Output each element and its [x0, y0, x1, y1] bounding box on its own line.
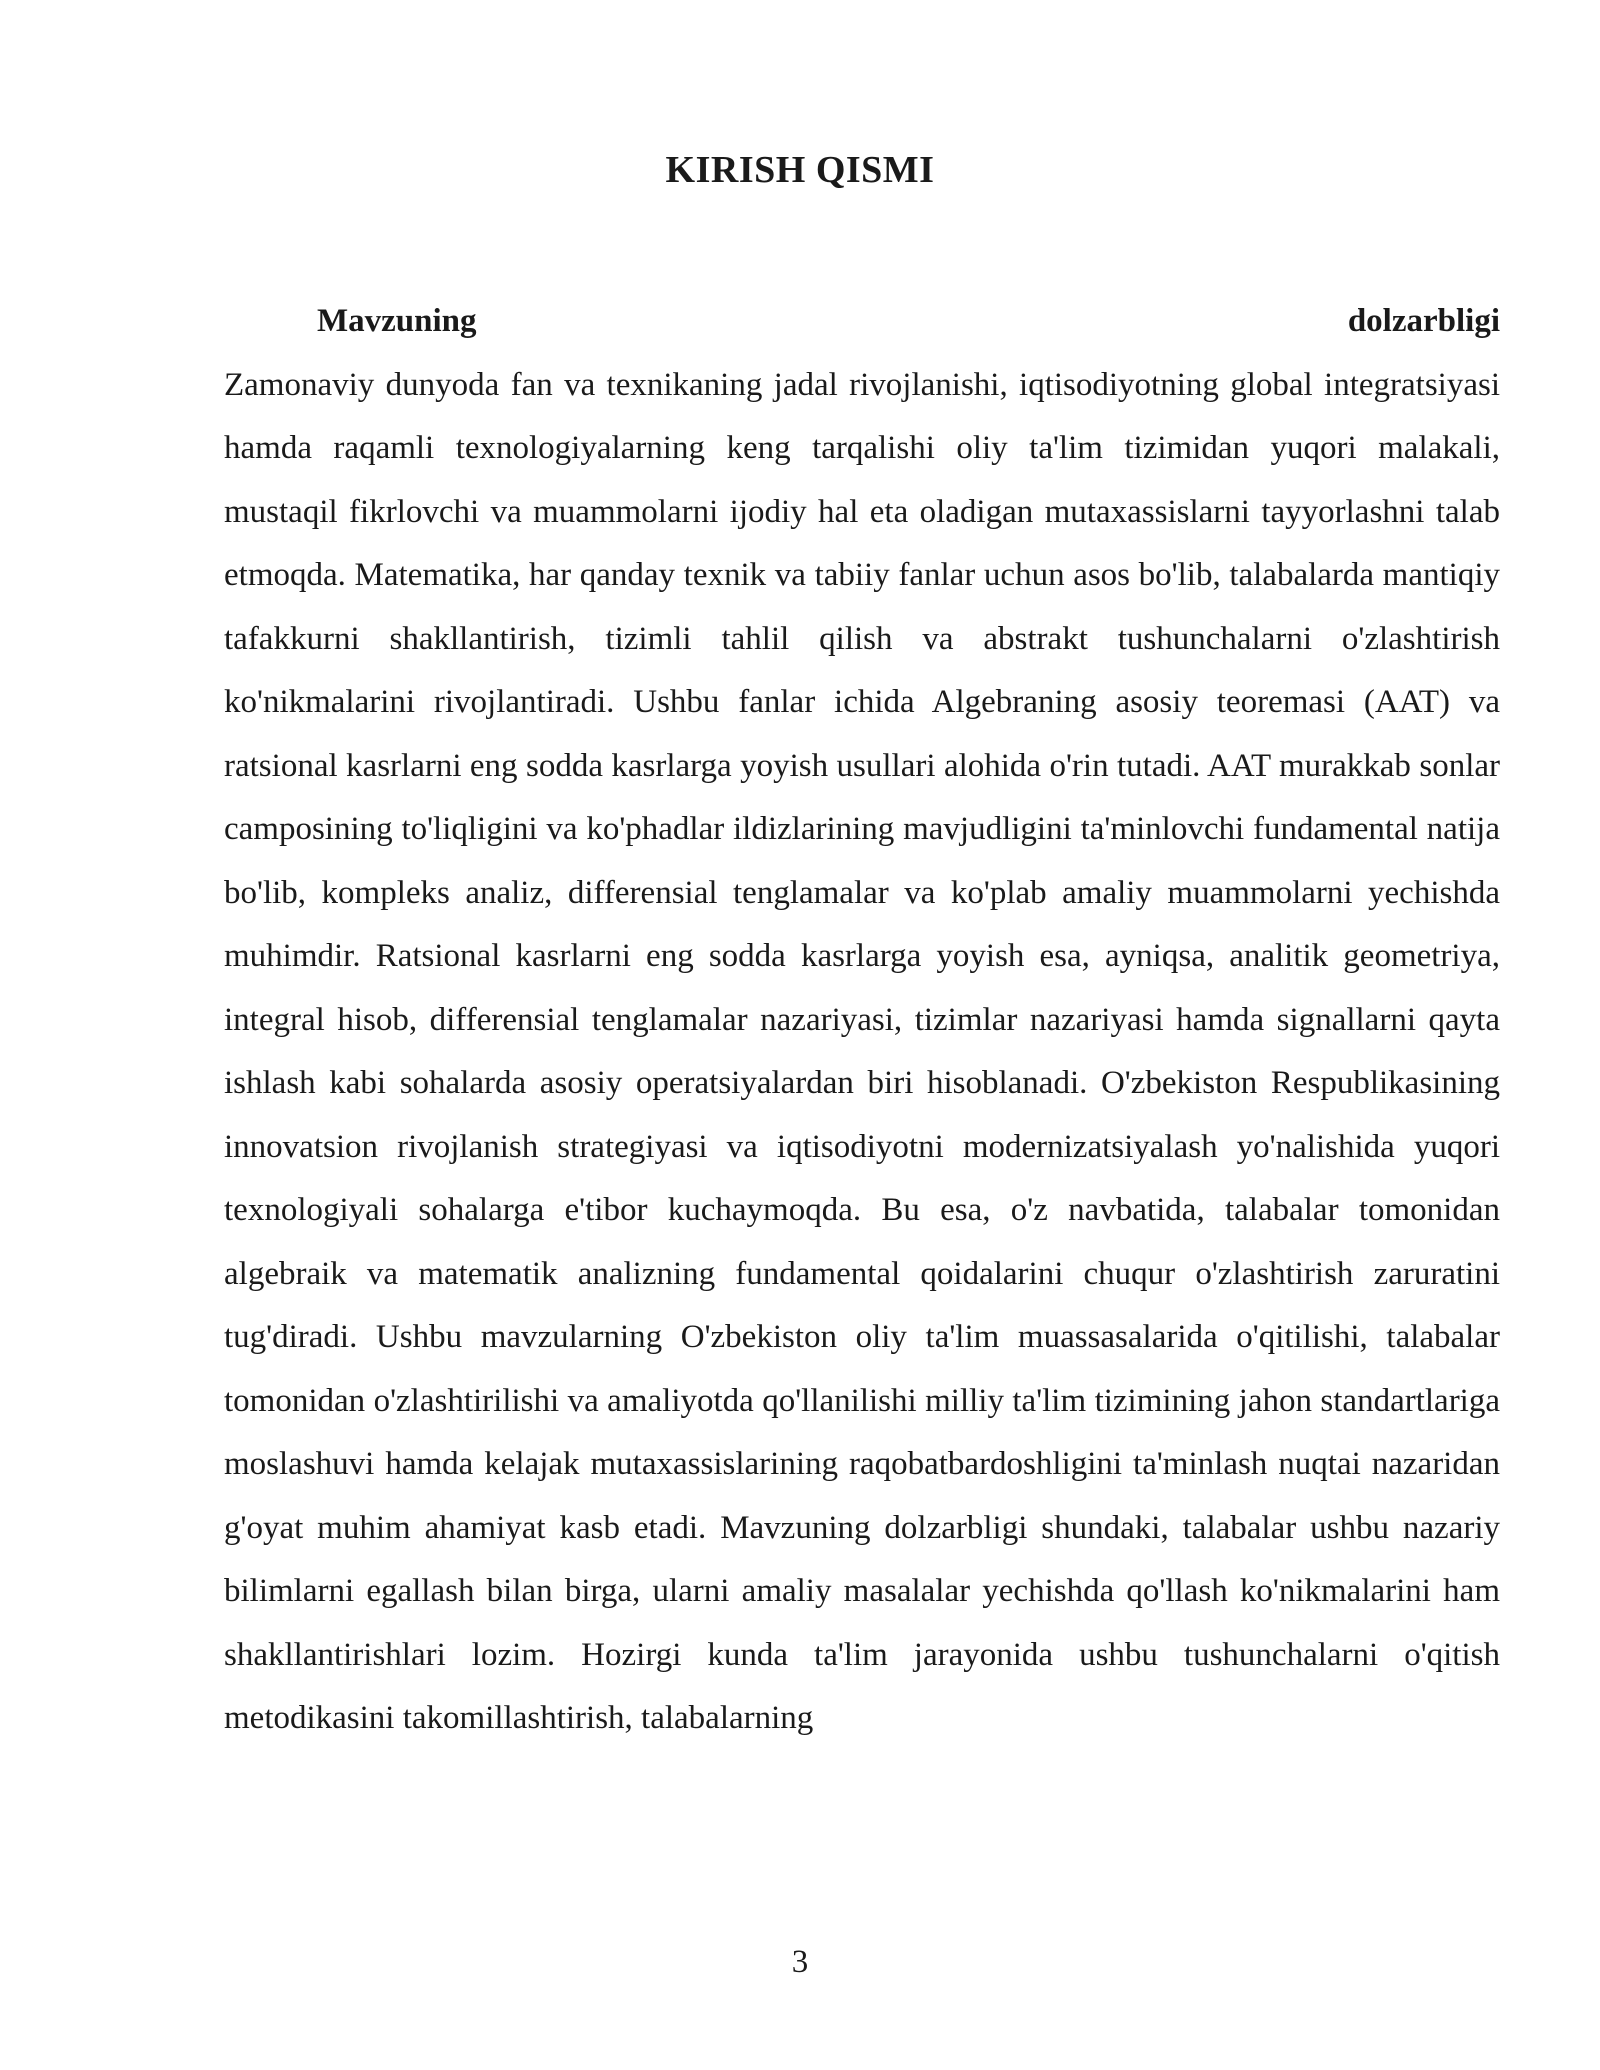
- page-content: [224, 290, 1500, 1751]
- section-heading-left: Mavzuning: [317, 303, 477, 339]
- section-heading-right: dolzarbligi: [1347, 303, 1500, 339]
- body-paragraph: Zamonaviy dunyoda fan va texnikaning jadal rivojlanishi, iqtisodiyotning global integratsiyasi hamda raqamli texnologiyalarning keng tarqalishi oliy ta'lim tizimidan yuqori malakali, mustaqil fikrlovchi va muammolarni ijodiy hal eta oladigan mutaxassislarni tayyorlashni talab etmoqda. Matematika, har qanday texnik va tabiiy fanlar uchun asos bo'lib, talabalarda mantiqiy tafakkurni shakllantirish, tizimli tahlil qilish va abstrakt tushunchalarni o'zlashtirish ko'nikmalarini rivojlantiradi. Ushbu fanlar ichida Algebraning asosiy teoremasi (AAT) va ratsional kasrlarni eng sodda kasrlarga yoyish usullari alohida o'rin tutadi. AAT murakkab sonlar camposining to'liqligini va ko'phadlar ildizlarining mavjudligini ta'minlovchi fundamental natija bo'lib, kompleks analiz, differensial tenglamalar va ko'plab amaliy muammolarni yechishda muhimdir. Ratsional kasrlarni eng sodda kasrlarga yoyish esa, ayniqsa, analitik geometriya, integral hisob, differensial tenglamalar nazariyasi, tizimlar nazariyasi hamda signallarni qayta ishlash kabi sohalarda asosiy operatsiyalardan biri hisoblanadi. O'zbekiston Respublikasining innovatsion rivojlanish strategiyasi va iqtisodiyotni modernizatsiyalash yo'nalishida yuqori texnologiyali sohalarga e'tibor kuchaymoqda. Bu esa, o'z navbatida, talabalar tomonidan algebraik va matematik analizning fundamental qoidalarini chuqur o'zlashtirish zaruratini tug'diradi. Ushbu mavzularning O'zbekiston oliy ta'lim muassasalarida o'qitilishi, talabalar tomonidan o'zlashtirilishi va amaliyotda qo'llanilishi milliy ta'lim tizimining jahon standartlariga moslashuvi hamda kelajak mutaxassislarining raqobatbardoshligini ta'minlash nuqtai nazaridan g'oyat muhim ahamiyat kasb etadi. Mavzuning dolzarbligi shundaki, talabalar ushbu nazariy bilimlarni egallash bilan birga, ularni amaliy masalalar yechishda qo'llash ko'nikmalarini ham shakllantirishlari lozim. Hozirgi kunda ta'lim jarayonida ushbu tushunchalarni o'qitish metodikasini takomillashtirish, talabalarning: [224, 366, 1500, 1736]
- page-title: KIRISH QISMI: [665, 149, 935, 191]
- page-number: 3: [791, 1944, 809, 1980]
- section-heading: [224, 290, 1500, 354]
